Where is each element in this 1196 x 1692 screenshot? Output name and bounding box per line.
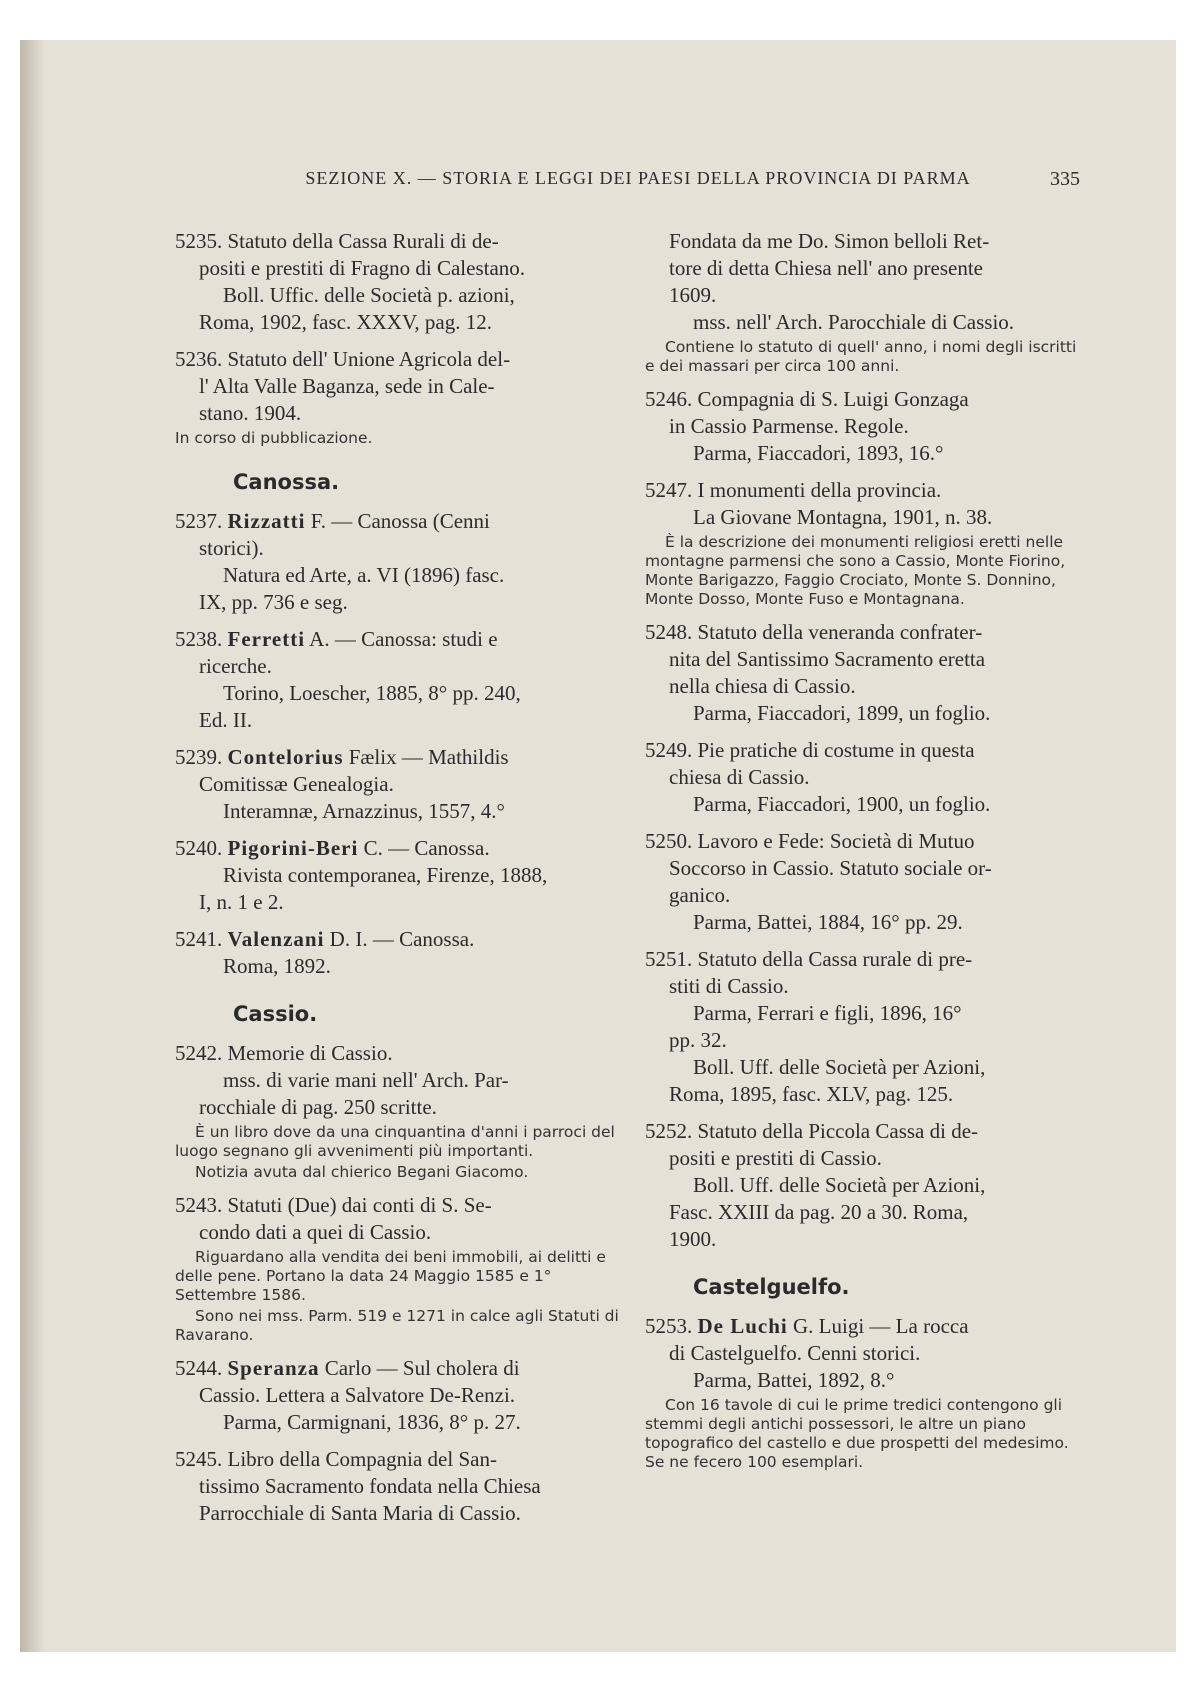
entry-line xyxy=(175,508,625,535)
entry-line xyxy=(175,1040,625,1067)
entry-text: Boll. Uff. delle Società per Azioni, xyxy=(693,1173,986,1197)
bibliography-entry xyxy=(175,1355,625,1436)
entry-text: Notizia avuta dal chierico Begani Giacomo. xyxy=(195,1163,529,1181)
entry-text: Parma, Fiaccadori, 1899, un foglio. xyxy=(693,701,991,725)
author-name: Speranza xyxy=(227,1356,320,1380)
entry-text: l' Alta Valle Baganza, sede in Cale- xyxy=(199,374,495,398)
entry-line xyxy=(645,440,1085,467)
entry-text: Boll. Uff. delle Società per Azioni, xyxy=(693,1055,986,1079)
entry-text: 5237. xyxy=(175,509,228,533)
entry-text: pp. 32. xyxy=(669,1028,727,1052)
entry-note xyxy=(645,1396,1085,1472)
running-header xyxy=(20,168,1176,189)
entry-text: 5251. Statuto della Cassa rurale di pre- xyxy=(645,947,973,971)
entry-line xyxy=(175,228,625,255)
bibliography-entry xyxy=(175,835,625,916)
entry-text: 5247. I monumenti della provincia. xyxy=(645,478,942,502)
entry-note xyxy=(645,533,1085,609)
entry-line xyxy=(645,1172,1085,1199)
entry-text: 5246. Compagnia di S. Luigi Gonzaga xyxy=(645,387,969,411)
bibliography-entry xyxy=(645,946,1085,1108)
entry-line xyxy=(175,1219,625,1246)
entry-text: 5240. xyxy=(175,836,228,860)
entry-line xyxy=(645,791,1085,818)
entry-line xyxy=(645,309,1085,336)
author-name: Rizzatti xyxy=(227,509,306,533)
entry-line xyxy=(645,1027,1085,1054)
bibliography-entry xyxy=(645,1313,1085,1472)
entry-line xyxy=(175,680,625,707)
entry-text: 5248. Statuto della veneranda confrater- xyxy=(645,620,983,644)
bibliography-entry xyxy=(175,1446,625,1527)
entry-line xyxy=(175,346,625,373)
entry-line xyxy=(175,562,625,589)
right-column xyxy=(645,228,1085,1482)
entry-text: Interamnæ, Arnazzinus, 1557, 4.° xyxy=(223,799,505,823)
entry-text: 5239. xyxy=(175,745,228,769)
bibliography-entry xyxy=(175,1192,625,1345)
entry-line xyxy=(645,1145,1085,1172)
entry-text: Riguardano alla vendita dei beni immobili, ai delitti e delle pene. Portano la data 24 Maggio 1585 e 1° Settembre 1586. xyxy=(175,1248,606,1304)
bibliography-entry xyxy=(175,346,625,448)
entry-text: Soccorso in Cassio. Statuto sociale or- xyxy=(669,856,992,880)
entry-text: storici). xyxy=(199,536,264,560)
entry-text: Roma, 1902, fasc. XXXV, pag. 12. xyxy=(199,310,492,334)
entry-line xyxy=(175,535,625,562)
entry-text: D. I. — Canossa. xyxy=(324,927,475,951)
entry-text: nita del Santissimo Sacramento eretta xyxy=(669,647,986,671)
entry-text: 5252. Statuto della Piccola Cassa di de- xyxy=(645,1119,979,1143)
entry-text: 5236. Statuto dell' Unione Agricola del- xyxy=(175,347,511,371)
entry-text: 5243. Statuti (Due) dai conti di S. Se- xyxy=(175,1193,492,1217)
entry-text: IX, pp. 736 e seg. xyxy=(199,590,348,614)
entry-text: chiesa di Cassio. xyxy=(669,765,810,789)
entry-text: Parma, Fiaccadori, 1900, un foglio. xyxy=(693,792,991,816)
entry-text: Parma, Carmignani, 1836, 8° p. 27. xyxy=(223,1410,521,1434)
entry-text: C. — Canossa. xyxy=(358,836,490,860)
entry-text: È la descrizione dei monumenti religiosi eretti nelle montagne parmensi che sono a Cassio, Monte Fiorino, Monte Barigazzo, Faggio Crociato, Monte S. Donnino, Monte Dosso, Monte Fuso e Montagnana. xyxy=(645,533,1066,608)
entry-text: Parma, Fiaccadori, 1893, 16.° xyxy=(693,441,944,465)
entry-text: Rivista contemporanea, Firenze, 1888, xyxy=(223,863,548,887)
bibliography-entry xyxy=(175,744,625,825)
entry-text: 5245. Libro della Compagnia del San- xyxy=(175,1447,497,1471)
author-name: De Luchi xyxy=(697,1314,788,1338)
entry-text: 5253. xyxy=(645,1314,698,1338)
entry-text: Fondata da me Do. Simon belloli Ret- xyxy=(669,229,990,253)
entry-text: 1900. xyxy=(669,1227,717,1251)
entry-line xyxy=(645,946,1085,973)
entry-line xyxy=(645,255,1085,282)
entry-line xyxy=(175,1409,625,1436)
entry-line xyxy=(175,653,625,680)
entry-text: A. — Canossa: studi e xyxy=(305,627,498,651)
page-number: 335 xyxy=(1050,168,1080,190)
entry-text: G. Luigi — La rocca xyxy=(787,1314,969,1338)
entry-line xyxy=(175,835,625,862)
entry-line xyxy=(175,282,625,309)
entry-line xyxy=(175,862,625,889)
left-column xyxy=(175,228,625,1537)
entry-text: Fælix — Mathildis xyxy=(343,745,509,769)
entry-text: nella chiesa di Cassio. xyxy=(669,674,856,698)
entry-text: in Cassio Parmense. Regole. xyxy=(669,414,909,438)
entry-line xyxy=(175,1094,625,1121)
entry-line xyxy=(645,828,1085,855)
entry-text: positi e prestiti di Fragno di Calestano. xyxy=(199,256,526,280)
entry-line xyxy=(175,589,625,616)
entry-text: Con 16 tavole di cui le prime tredici contengono gli stemmi degli antichi possessori, le altre un piano topografico del castello e due prospetti del medesimo. Se ne fecero 100 esemplari. xyxy=(645,1396,1069,1471)
entry-text: stiti di Cassio. xyxy=(669,974,789,998)
bibliography-entry xyxy=(645,386,1085,467)
entry-text: Roma, 1895, fasc. XLV, pag. 125. xyxy=(669,1082,954,1106)
entry-line xyxy=(175,744,625,771)
entry-text: 5242. Memorie di Cassio. xyxy=(175,1041,393,1065)
entry-line xyxy=(645,1340,1085,1367)
entry-note xyxy=(175,1123,625,1161)
entry-line xyxy=(175,1355,625,1382)
entry-text: La Giovane Montagna, 1901, n. 38. xyxy=(693,505,993,529)
entry-text: condo dati a quei di Cassio. xyxy=(199,1220,432,1244)
author-name: Pigorini-Beri xyxy=(227,836,359,860)
entry-note xyxy=(175,1248,625,1305)
entry-text: Ed. II. xyxy=(199,708,253,732)
entry-line xyxy=(645,882,1085,909)
entry-line xyxy=(645,909,1085,936)
entry-line xyxy=(645,737,1085,764)
entry-line xyxy=(645,700,1085,727)
entry-line xyxy=(175,1446,625,1473)
bibliography-entry xyxy=(645,619,1085,727)
section-heading: Castelguelfo. xyxy=(693,1275,850,1299)
bibliography-entry xyxy=(175,228,625,336)
entry-text: Boll. Uffic. delle Società p. azioni, xyxy=(223,283,515,307)
entry-text: 5238. xyxy=(175,627,228,651)
entry-text: ricerche. xyxy=(199,654,272,678)
entry-text: Parma, Ferrari e figli, 1896, 16° xyxy=(693,1001,962,1025)
entry-text: F. — Canossa (Cenni xyxy=(305,509,490,533)
entry-text: tore di detta Chiesa nell' ano presente xyxy=(669,256,984,280)
entry-text: Contiene lo statuto di quell' anno, i nomi degli iscritti e dei massari per circa 100 anni. xyxy=(645,338,1077,375)
entry-text: Carlo — Sul cholera di xyxy=(319,1356,520,1380)
entry-line xyxy=(645,1054,1085,1081)
entry-text: Natura ed Arte, a. VI (1896) fasc. xyxy=(223,563,505,587)
entry-line xyxy=(645,413,1085,440)
bibliography-entry xyxy=(645,477,1085,609)
entry-text: positi e prestiti di Cassio. xyxy=(669,1146,882,1170)
entry-text: mss. nell' Arch. Parocchiale di Cassio. xyxy=(693,310,1015,334)
entry-text: ganico. xyxy=(669,883,731,907)
entry-line xyxy=(645,673,1085,700)
entry-line xyxy=(645,646,1085,673)
entry-line xyxy=(175,889,625,916)
entry-line xyxy=(175,1473,625,1500)
entry-text: 5250. Lavoro e Fede: Società di Mutuo xyxy=(645,829,975,853)
bibliography-entry xyxy=(175,626,625,734)
bibliography-entry xyxy=(175,508,625,616)
entry-text: In corso di pubblicazione. xyxy=(175,429,373,447)
entry-line xyxy=(645,282,1085,309)
bibliography-entry xyxy=(645,737,1085,818)
section-heading: Canossa. xyxy=(233,470,340,494)
author-name: Contelorius xyxy=(227,745,344,769)
bibliography-entry xyxy=(645,1118,1085,1253)
entry-text: 5235. Statuto della Cassa Rurali di de- xyxy=(175,229,499,253)
entry-line xyxy=(175,309,625,336)
entry-line xyxy=(645,855,1085,882)
entry-line xyxy=(645,764,1085,791)
bibliography-entry xyxy=(175,926,625,980)
entry-text: di Castelguelfo. Cenni storici. xyxy=(669,1341,921,1365)
entry-text: 5249. Pie pratiche di costume in questa xyxy=(645,738,975,762)
entry-line xyxy=(175,953,625,980)
entry-line xyxy=(175,798,625,825)
bibliography-entry xyxy=(175,1040,625,1182)
entry-line xyxy=(645,477,1085,504)
author-name: Valenzani xyxy=(227,927,325,951)
entry-line xyxy=(645,504,1085,531)
entry-note xyxy=(175,1307,625,1345)
entry-line xyxy=(645,1367,1085,1394)
entry-line xyxy=(645,1313,1085,1340)
entry-line xyxy=(175,373,625,400)
entry-text: I, n. 1 e 2. xyxy=(199,890,284,914)
bibliography-entry xyxy=(645,828,1085,936)
entry-note xyxy=(175,429,625,448)
entry-line xyxy=(645,1081,1085,1108)
entry-line xyxy=(175,707,625,734)
entry-note xyxy=(175,1163,625,1182)
entry-line xyxy=(175,771,625,798)
scanned-page xyxy=(20,40,1176,1652)
entry-text: Parma, Battei, 1884, 16° pp. 29. xyxy=(693,910,963,934)
entry-text: Cassio. Lettera a Salvatore De-Renzi. xyxy=(199,1383,516,1407)
entry-text: tissimo Sacramento fondata nella Chiesa xyxy=(199,1474,541,1498)
entry-text: rocchiale di pag. 250 scritte. xyxy=(199,1095,437,1119)
section-heading: Cassio. xyxy=(233,1002,318,1026)
entry-text: 5244. xyxy=(175,1356,228,1380)
entry-line xyxy=(175,626,625,653)
bibliography-entry xyxy=(645,228,1085,376)
entry-line xyxy=(175,926,625,953)
entry-note xyxy=(645,338,1085,376)
author-name: Ferretti xyxy=(227,627,306,651)
entry-text: Torino, Loescher, 1885, 8° pp. 240, xyxy=(223,681,521,705)
entry-text: Comitissæ Genealogia. xyxy=(199,772,394,796)
entry-line xyxy=(645,228,1085,255)
entry-line xyxy=(645,1199,1085,1226)
entry-text: 5241. xyxy=(175,927,228,951)
entry-line xyxy=(645,1226,1085,1253)
entry-text: stano. 1904. xyxy=(199,401,302,425)
entry-line xyxy=(645,1118,1085,1145)
entry-line xyxy=(175,1500,625,1527)
entry-text: Sono nei mss. Parm. 519 e 1271 in calce agli Statuti di Ravarano. xyxy=(175,1307,619,1344)
entry-line xyxy=(645,619,1085,646)
entry-line xyxy=(645,1000,1085,1027)
entry-text: mss. di varie mani nell' Arch. Par- xyxy=(223,1068,509,1092)
entry-line xyxy=(645,386,1085,413)
entry-line xyxy=(175,1192,625,1219)
entry-text: Parma, Battei, 1892, 8.° xyxy=(693,1368,895,1392)
entry-line xyxy=(645,973,1085,1000)
entry-line xyxy=(175,1067,625,1094)
header-title: SEZIONE X. — STORIA E LEGGI DEI PAESI DELLA PROVINCIA DI PARMA xyxy=(305,168,971,188)
entry-line xyxy=(175,255,625,282)
entry-line xyxy=(175,400,625,427)
entry-line xyxy=(175,1382,625,1409)
entry-text: 1609. xyxy=(669,283,717,307)
entry-text: Roma, 1892. xyxy=(223,954,331,978)
entry-text: È un libro dove da una cinquantina d'anni i parroci del luogo segnano gli avvenimenti più importanti. xyxy=(175,1123,615,1160)
entry-text: Fasc. XXIII da pag. 20 a 30. Roma, xyxy=(669,1200,969,1224)
entry-text: Parrocchiale di Santa Maria di Cassio. xyxy=(199,1501,521,1525)
